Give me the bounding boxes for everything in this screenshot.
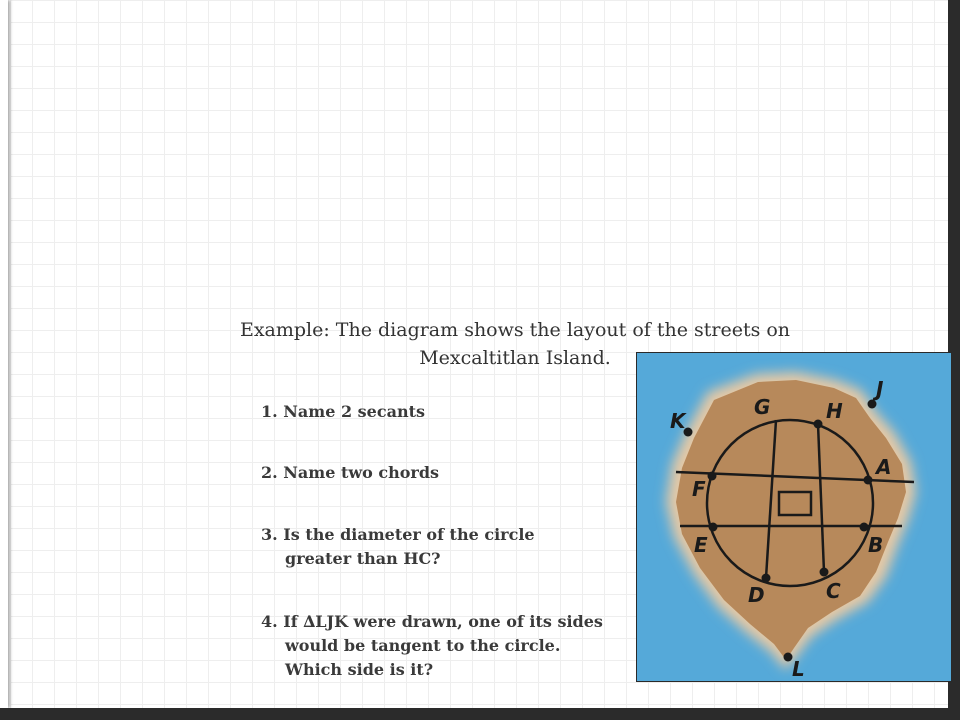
point-label-c: C (826, 579, 841, 603)
point-label-j: J (876, 377, 884, 401)
point-e-dot (709, 523, 718, 532)
question-3-line-1: 3. Is the diameter of the circle (261, 525, 535, 544)
point-label-d: D (748, 583, 765, 607)
point-label-f: F (692, 477, 706, 501)
island-diagram (636, 352, 952, 682)
point-c-dot (820, 568, 829, 577)
question-1 (261, 400, 641, 424)
question-4-line-1: 4. If ∆LJK were drawn, one of its sides (261, 612, 603, 631)
point-label-h: H (826, 399, 843, 423)
slide-edge (0, 0, 8, 708)
question-4-line-3: Which side is it? (285, 660, 434, 679)
point-h-dot (814, 420, 823, 429)
question-2-text: 2. Name two chords (261, 463, 440, 482)
point-label-b: B (868, 533, 884, 557)
point-d-dot (762, 574, 771, 583)
title-line-1: Example: The diagram shows the layout of the streets on (239, 319, 791, 341)
question-2 (261, 461, 641, 485)
question-4 (261, 610, 641, 682)
right-frame (952, 0, 960, 720)
point-a-dot (864, 476, 873, 485)
point-label-l: L (792, 657, 805, 681)
point-f-dot (708, 472, 717, 481)
point-label-g: G (754, 395, 771, 419)
point-label-a: A (876, 455, 892, 479)
question-1-text: 1. Name 2 secants (261, 402, 425, 421)
question-3 (261, 523, 641, 571)
title-line-2: Mexcaltitlan Island. (419, 347, 611, 369)
question-3-line-2: greater than HC? (285, 549, 441, 568)
bottom-frame (0, 708, 960, 720)
point-label-e: E (694, 533, 708, 557)
question-4-line-2: would be tangent to the circle. (285, 636, 561, 655)
point-label-k: K (670, 409, 686, 433)
point-b-dot (860, 523, 869, 532)
